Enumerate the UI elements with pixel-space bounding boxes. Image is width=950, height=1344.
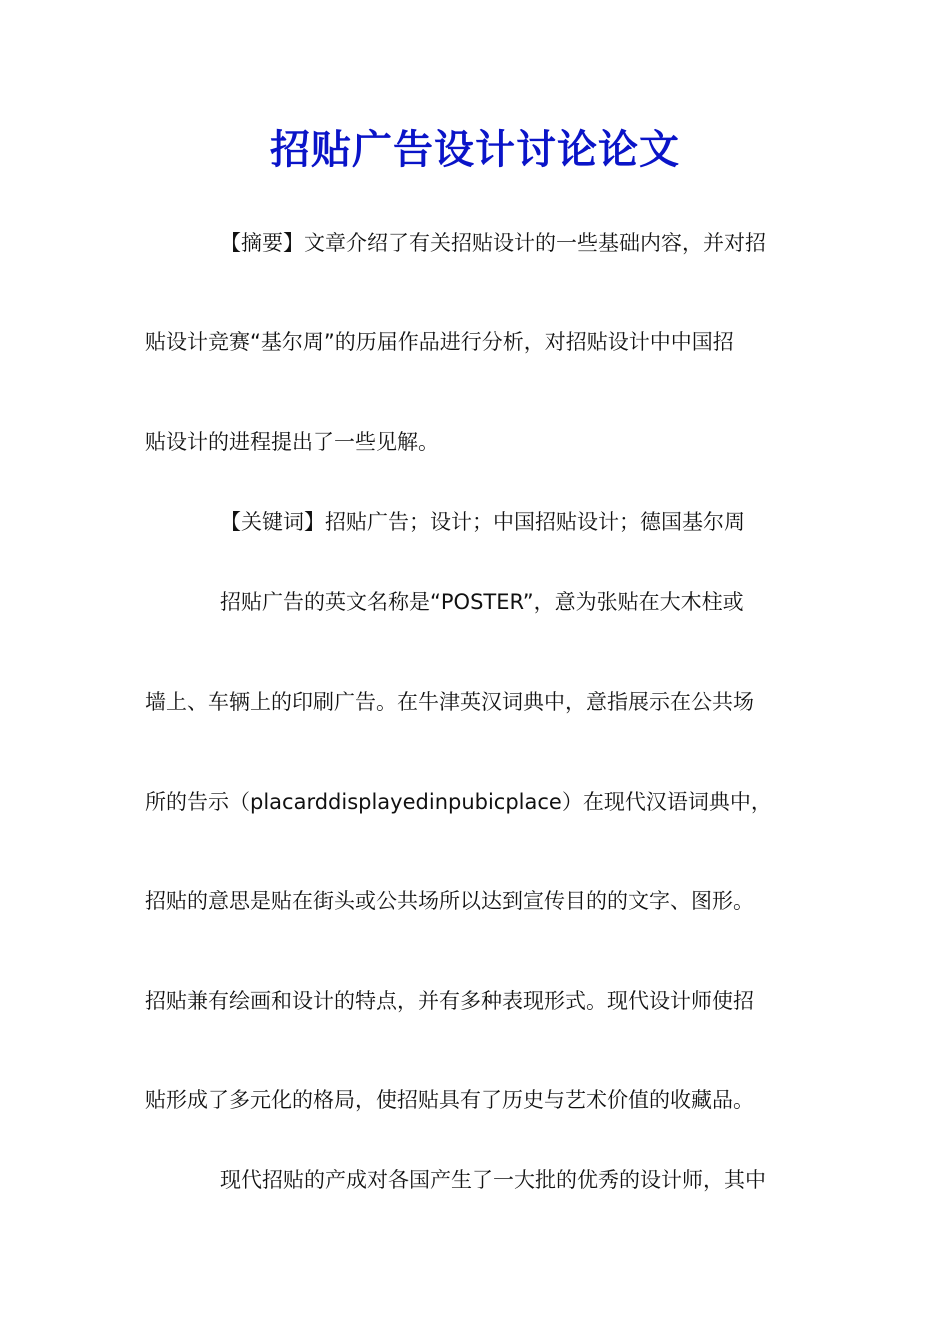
- abstract-line-1: 【摘要】文章介绍了有关招贴设计的一些基础内容，并对招: [220, 231, 766, 255]
- abstract-line-3: 贴设计的进程提出了一些见解。: [145, 430, 439, 454]
- body-paragraph-1-line-2: 墙上、车辆上的印刷广告。在牛津英汉词典中，意指展示在公共场: [145, 690, 754, 714]
- body-paragraph-1-line-6: 贴形成了多元化的格局，使招贴具有了历史与艺术价值的收藏品。: [145, 1088, 754, 1112]
- body-paragraph-1-line-3: 所的告示（placarddisplayedinpubicplace）在现代汉语词典中，: [145, 790, 772, 814]
- body-paragraph-1-line-5: 招贴兼有绘画和设计的特点，并有多种表现形式。现代设计师使招: [145, 989, 754, 1013]
- abstract-line-2: 贴设计竞赛“基尔周”的历届作品进行分析，对招贴设计中中国招: [145, 330, 734, 354]
- page-title: 招贴广告设计讨论论文: [270, 126, 680, 173]
- keywords-line: 【关键词】招贴广告；设计；中国招贴设计；德国基尔周: [220, 510, 745, 534]
- body-paragraph-1-line-1: 招贴广告的英文名称是“POSTER”，意为张贴在大木柱或: [220, 590, 744, 614]
- body-paragraph-1-line-4: 招贴的意思是贴在街头或公共场所以达到宣传目的的文字、图形。: [145, 889, 754, 913]
- body-paragraph-2-line-1: 现代招贴的产成对各国产生了一大批的优秀的设计师，其中: [220, 1168, 766, 1192]
